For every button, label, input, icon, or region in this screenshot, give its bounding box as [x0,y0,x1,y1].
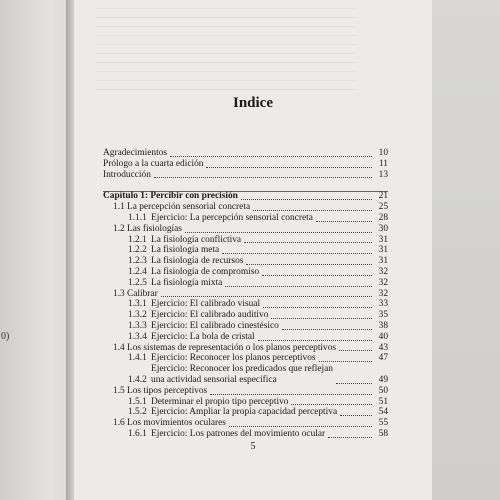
toc-entry[interactable] [103,245,388,256]
toc-entry[interactable] [103,429,388,440]
toc-page-number: 51 [378,396,388,407]
toc-entry[interactable] [103,310,388,321]
toc-entry-label: Las fisiologías [127,223,182,234]
toc-entry[interactable] [103,364,388,386]
toc-page-number: 55 [378,418,388,429]
toc-section-number: 1.2.3 [128,256,147,267]
toc-entry[interactable] [103,299,388,310]
toc-entry-label [151,364,333,386]
dot-leader [154,177,372,178]
toc-entry[interactable] [103,202,388,213]
dot-leader [241,199,372,200]
toc-entry[interactable] [103,321,388,332]
toc-page-number: 49 [378,374,388,385]
dot-leader [263,307,372,308]
dot-leader [258,340,372,341]
dot-leader [262,275,372,276]
toc-page-number: 25 [378,202,388,213]
toc-section-number: 1.2.2 [128,245,147,256]
toc-entry[interactable] [103,170,388,181]
dot-leader [340,415,372,416]
toc-page-number: 40 [378,331,388,342]
dot-leader [206,167,372,168]
toc-page-number: 33 [378,299,388,310]
left-page [0,0,72,500]
toc-page-number: 50 [378,385,388,396]
dot-leader [170,156,372,157]
toc-section-number: 1.3.1 [128,299,147,310]
toc-page-number: 31 [378,234,388,245]
dot-leader [316,221,372,222]
toc-entry-label: Introducción [103,169,151,180]
toc-section-number: 1.4 [113,342,125,353]
dot-leader [291,404,372,405]
toc-entry[interactable] [103,397,388,408]
toc-section-number: 1.5 [113,385,125,396]
toc-entry[interactable] [103,148,388,159]
table-of-contents [103,148,388,440]
toc-entry-label: La fisiología meta [151,245,220,256]
toc-entry[interactable] [103,386,388,397]
toc-page-number: 58 [378,428,388,439]
page-title: Indice [232,95,273,111]
dot-leader [319,361,372,362]
toc-entry[interactable] [103,289,388,300]
dot-leader [282,329,372,330]
toc-entry[interactable] [103,332,388,343]
toc-page-number: 32 [378,288,388,299]
toc-chapter-label: Capítulo 1: Percibir con precisión [103,191,238,202]
toc-section-number: 1.6 [113,418,125,429]
toc-page-number: 21 [378,191,388,202]
dot-leader [253,210,372,211]
dot-leader [246,264,372,265]
toc-page-number: 31 [378,245,388,256]
toc-section-number: 1.3.2 [128,310,147,321]
toc-entry[interactable] [103,224,388,235]
toc-section-number: 1.5.1 [128,396,147,407]
toc-page-number: 43 [378,342,388,353]
toc-entry-label: Ejercicio: Ampliar la propia capacidad perceptiva [151,407,338,418]
toc-section-number: 1.2.5 [128,277,147,288]
dot-leader [161,296,372,297]
toc-entry-label: La percepción sensorial concreta [127,202,251,213]
toc-page-number: 30 [378,223,388,234]
toc-entry-label: La fisiología conflictiva [151,234,242,245]
toc-entry[interactable] [103,418,388,429]
spacer [103,180,388,191]
dot-leader [271,318,372,319]
left-page-margin-mark: 0) [1,331,10,342]
show-through-text [96,0,356,90]
toc-section-number: 1.6.1 [128,428,147,439]
toc-entry-label: Los tipos perceptivos [127,385,208,396]
toc-entry-label: Determinar el propio tipo perceptivo [151,396,289,407]
toc-entry-label: La fisiología de compromiso [151,266,260,277]
toc-entry-label: Los movimientos oculares [127,418,226,429]
toc-page-number: 54 [378,407,388,418]
dot-leader [336,383,372,384]
toc-entry-label: Ejercicio: El calibrado visual [151,299,261,310]
toc-entry[interactable] [103,256,388,267]
toc-entry[interactable] [103,267,388,278]
toc-section-number: 1.2.1 [128,234,147,245]
chapter-entries-list [103,202,388,440]
dot-leader [229,426,372,427]
toc-section-number: 1.2.4 [128,266,147,277]
toc-entry-label: La fisiología de recursos [151,256,244,267]
toc-entry-label-line2: una actividad sensorial específica [151,374,277,385]
toc-entry[interactable] [103,159,388,170]
toc-entry[interactable] [103,343,388,354]
background-surface [432,0,500,500]
dot-leader [225,286,372,287]
toc-entry[interactable] [103,353,388,364]
toc-entry-label: Ejercicio: La percepción sensorial concreta [151,212,313,223]
dot-leader [339,350,372,351]
dot-leader [244,242,372,243]
toc-entry-label: Ejercicio: Los patrones del movimiento ocular [151,428,326,439]
toc-section-number: 1.1.1 [128,212,147,223]
toc-entry-label: Los sistemas de representación o los planos perceptivos [127,342,337,353]
toc-page-number: 47 [378,353,388,364]
toc-page-number: 32 [378,266,388,277]
dot-leader [222,253,372,254]
toc-entry-label: La fisiología mixta [151,277,223,288]
toc-entry-label: Ejercicio: El calibrado auditivo [151,310,269,321]
toc-page-number: 32 [378,277,388,288]
toc-entry[interactable] [103,235,388,246]
page-folio-number: 5 [250,441,256,452]
dot-leader [185,232,372,233]
toc-entry[interactable] [103,407,388,418]
toc-section-number: 1.3.3 [128,320,147,331]
toc-chapter-heading[interactable] [103,191,388,202]
toc-section-number: 1.1 [113,202,125,213]
toc-page-number: 35 [378,310,388,321]
toc-entry[interactable] [103,213,388,224]
toc-entry[interactable] [103,278,388,289]
toc-section-number: 1.2 [113,223,125,234]
front-matter-list [103,148,388,180]
toc-page-number: 31 [378,256,388,267]
toc-page-number: 11 [378,158,388,169]
toc-entry-label: Agradecimientos [103,148,168,158]
dot-leader [328,437,372,438]
toc-entry-label: Ejercicio: La bola de cristal [151,331,255,342]
toc-entry-label-line1: Ejercicio: Reconocer los predicados que reflejan [151,364,333,375]
toc-section-number: 1.4.1 [128,353,147,364]
dot-leader [210,394,372,395]
toc-entry-label: Calibrar [127,288,158,299]
toc-entry-label: Ejercicio: Reconocer los planos perceptivos [151,353,316,364]
toc-page-number: 13 [378,169,388,180]
toc-section-number: 1.5.2 [128,407,147,418]
toc-section-number: 1.3.4 [128,331,147,342]
toc-page-number: 28 [378,212,388,223]
toc-section-number: 1.3 [113,288,125,299]
toc-section-number: 1.4.2 [128,374,147,385]
toc-page-number: 10 [378,148,388,158]
toc-entry-label: Ejercicio: El calibrado cinestésico [151,320,279,331]
toc-entry-label: Prólogo a la cuarta edición [103,158,204,169]
toc-page-number: 38 [378,320,388,331]
